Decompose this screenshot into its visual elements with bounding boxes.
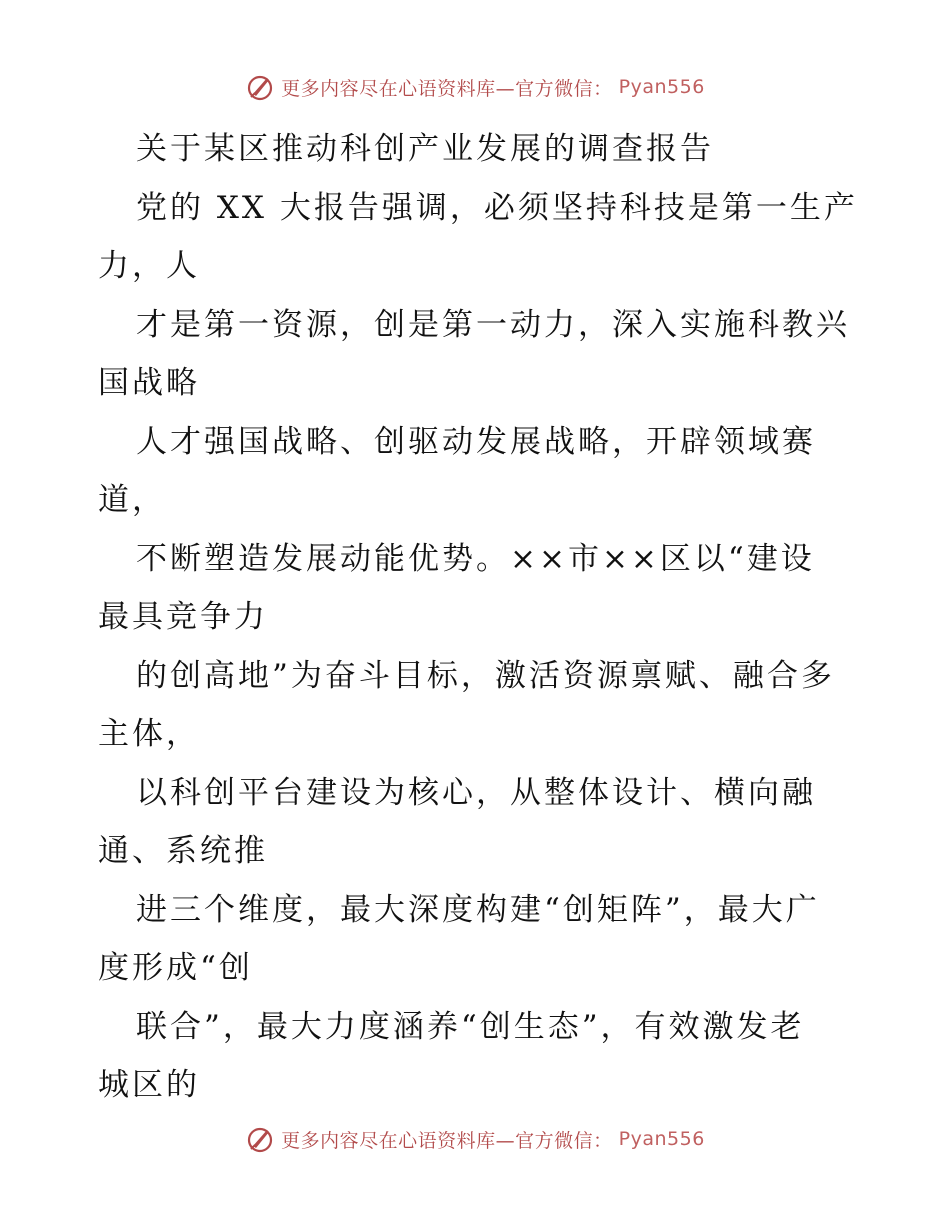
text-line: 联合”，最大力度涵养“创生态”，有效激发老 bbox=[136, 1008, 805, 1045]
text-line: 最具竞争力 bbox=[98, 599, 268, 635]
text-line: 人才强国战略、创驱动发展战略，开辟领域赛 bbox=[136, 423, 816, 460]
watermark-footer bbox=[0, 1124, 950, 1154]
text-line: 不断塑造发展动能优势。××市××区以“建设 bbox=[136, 540, 815, 577]
text-line: 的创高地”为奋斗目标，激活资源禀赋、融合多 bbox=[136, 657, 835, 694]
text-line: 党的 XX 大报告强调，必须坚持科技是第一生产 bbox=[136, 189, 858, 226]
watermark-text: 更多内容尽在心语资料库—官方微信： bbox=[281, 1129, 613, 1152]
text-line: 关于某区推动科创产业发展的调查报告 bbox=[136, 131, 714, 167]
text-line: 主体， bbox=[98, 716, 200, 752]
text-line: 道， bbox=[98, 482, 166, 518]
text-line: 以科创平台建设为核心，从整体设计、横向融 bbox=[136, 774, 816, 811]
text-line: 才是第一资源，创是第一动力，深入实施科教兴 bbox=[136, 306, 850, 343]
text-line: 国战略 bbox=[98, 365, 200, 401]
quill-seal-icon bbox=[245, 1124, 275, 1154]
text-line: 城区的 bbox=[98, 1067, 200, 1103]
watermark-text: 更多内容尽在心语资料库—官方微信： bbox=[281, 77, 613, 100]
text-line: 进三个维度，最大深度构建“创矩阵”，最大广 bbox=[136, 891, 820, 928]
text-line: 通、系统推 bbox=[98, 833, 268, 869]
watermark-header bbox=[0, 72, 950, 102]
text-line: 度形成“创 bbox=[98, 950, 253, 986]
watermark-wechat-id: Pyan556 bbox=[618, 76, 705, 98]
watermark-wechat-id: Pyan556 bbox=[618, 1128, 705, 1150]
text-line: 力，人 bbox=[98, 248, 200, 284]
quill-seal-icon bbox=[245, 72, 275, 102]
document-body bbox=[98, 120, 858, 1115]
